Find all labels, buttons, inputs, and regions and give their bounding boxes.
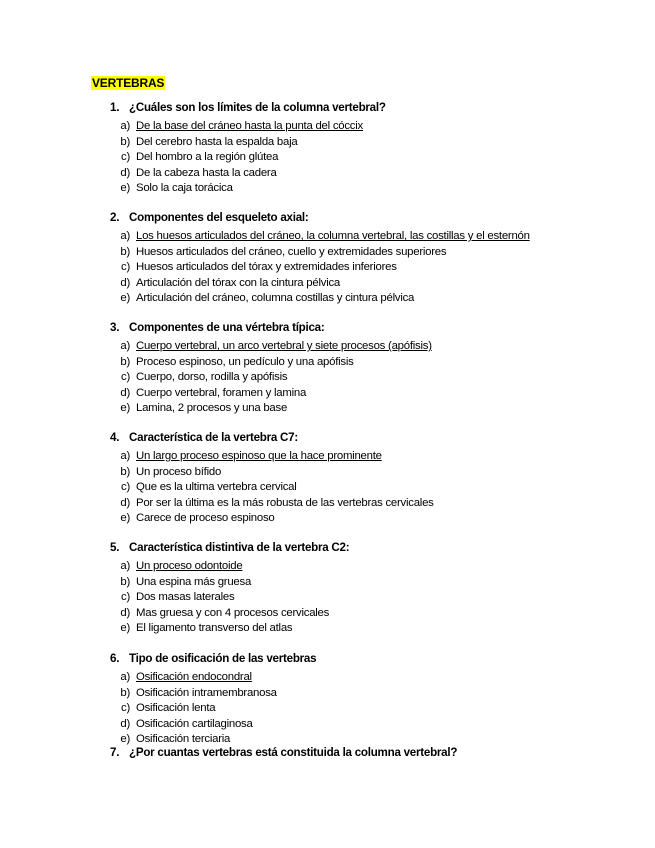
option-item [110, 245, 650, 261]
option-text: El ligamento transverso del atlas [136, 622, 293, 634]
question-number: 1. [110, 101, 120, 114]
option-list [110, 670, 650, 748]
option-text: Por ser la última es la más robusta de las vertebras cervicales [136, 496, 434, 509]
option-item [110, 480, 650, 496]
option-text: Que es la ultima vertebra cervical [136, 481, 297, 493]
question-5 [110, 541, 650, 637]
option-letter: b) [120, 135, 130, 148]
question-6 [110, 652, 650, 748]
option-letter: e) [120, 512, 130, 524]
option-letter: a) [120, 230, 130, 242]
option-item [110, 701, 650, 717]
option-text: Solo la caja torácica [136, 182, 233, 194]
option-item [110, 621, 650, 637]
option-text: Huesos articulados del tórax y extremidades inferiores [136, 261, 397, 273]
option-list [110, 229, 650, 307]
option-text-correct: De la base del cráneo hasta la punta del cóccix [136, 120, 363, 132]
option-text-correct: Un largo proceso espinoso que la hace prominente [136, 450, 382, 462]
option-text: Del hombro a la región glútea [136, 151, 279, 163]
question-4 [110, 431, 650, 527]
question-number: 2. [110, 211, 120, 224]
option-letter: d) [120, 276, 130, 289]
option-letter: a) [120, 120, 130, 132]
option-letter: e) [120, 292, 130, 304]
option-letter: e) [120, 622, 130, 634]
option-text-correct: Un proceso odontoide [136, 560, 243, 572]
option-letter: d) [120, 606, 130, 619]
option-item [110, 150, 650, 166]
option-item [110, 339, 650, 355]
option-item [110, 401, 650, 417]
option-letter: e) [120, 733, 130, 745]
option-item [110, 606, 650, 622]
option-letter: a) [120, 671, 130, 683]
question-heading [110, 652, 650, 666]
option-letter: a) [120, 560, 130, 572]
question-heading [110, 211, 650, 225]
option-item [110, 717, 650, 733]
option-item [110, 135, 650, 151]
option-text: Articulación del tórax con la cintura pélvica [136, 276, 341, 289]
question-number: 3. [110, 321, 120, 334]
option-text: Osificación cartilaginosa [136, 717, 253, 730]
option-letter: d) [120, 166, 130, 179]
question-text: Característica de la vertebra C7: [129, 431, 298, 444]
option-list [110, 119, 650, 197]
option-letter: c) [121, 371, 130, 383]
option-text: Cuerpo, dorso, rodilla y apófisis [136, 371, 288, 383]
option-item [110, 590, 650, 606]
option-text: Carece de proceso espinoso [136, 512, 275, 524]
question-text: Característica distintiva de la vertebra C2: [129, 541, 350, 554]
option-text-correct: Cuerpo vertebral, un arco vertebral y siete procesos (apófisis) [136, 340, 432, 352]
option-letter: a) [120, 340, 130, 352]
option-item [110, 181, 650, 197]
option-item [110, 465, 650, 481]
question-1 [110, 101, 650, 197]
option-letter: b) [120, 686, 130, 699]
option-letter: b) [120, 355, 130, 368]
option-item [110, 496, 650, 512]
question-number: 7. [110, 746, 120, 759]
option-letter: c) [121, 591, 130, 603]
option-item [110, 355, 650, 371]
option-letter: b) [120, 575, 130, 588]
option-letter: c) [121, 261, 130, 273]
option-text-correct: Los huesos articulados del cráneo, la columna vertebral, las costillas y el esternón [136, 230, 530, 242]
option-text: De la cabeza hasta la cadera [136, 166, 277, 179]
question-text: Componentes de una vértebra típica: [129, 321, 325, 334]
option-text-correct: Osificación endocondral [136, 671, 252, 683]
page-title: VERTEBRAS [92, 76, 165, 90]
question-text: Tipo de osificación de las vertebras [129, 652, 317, 665]
option-text: Lamina, 2 procesos y una base [136, 402, 288, 414]
option-list [110, 559, 650, 637]
option-text: Osificación lenta [136, 702, 216, 714]
option-letter: d) [120, 386, 130, 399]
question-heading [110, 321, 650, 335]
option-item [110, 119, 650, 135]
option-item [110, 559, 650, 575]
option-letter: c) [121, 481, 130, 493]
option-text: Un proceso bífido [136, 465, 222, 478]
option-letter: b) [120, 245, 130, 258]
question-heading [110, 101, 650, 115]
option-item [110, 166, 650, 182]
question-number: 4. [110, 431, 120, 444]
option-letter: d) [120, 496, 130, 509]
option-item [110, 575, 650, 591]
option-text: Huesos articulados del cráneo, cuello y extremidades superiores [136, 245, 447, 258]
option-text: Proceso espinoso, un pedículo y una apófisis [136, 355, 354, 368]
option-letter: e) [120, 402, 130, 414]
option-text: Articulación del cráneo, columna costillas y cintura pélvica [136, 292, 415, 304]
option-item [110, 260, 650, 276]
option-item [110, 511, 650, 527]
question-7 [110, 746, 650, 760]
option-item [110, 291, 650, 307]
question-text: Componentes del esqueleto axial: [129, 211, 309, 224]
option-text: Una espina más gruesa [136, 575, 252, 588]
option-item [110, 386, 650, 402]
option-letter: e) [120, 182, 130, 194]
option-letter: d) [120, 717, 130, 730]
question-number: 6. [110, 652, 120, 665]
option-text: Osificación intramembranosa [136, 686, 277, 699]
option-item [110, 686, 650, 702]
option-item [110, 670, 650, 686]
option-item [110, 449, 650, 465]
option-letter: c) [121, 702, 130, 714]
option-letter: c) [121, 151, 130, 163]
option-letter: b) [120, 465, 130, 478]
question-2 [110, 211, 650, 307]
option-item [110, 276, 650, 292]
option-list [110, 449, 650, 527]
option-text: Cuerpo vertebral, foramen y lamina [136, 386, 307, 399]
question-number: 5. [110, 541, 120, 554]
question-heading [110, 746, 650, 760]
option-item [110, 370, 650, 386]
option-text: Dos masas laterales [136, 591, 235, 603]
option-text: Mas gruesa y con 4 procesos cervicales [136, 606, 330, 619]
option-text: Del cerebro hasta la espalda baja [136, 135, 298, 148]
option-item [110, 229, 650, 245]
question-text: ¿Por cuantas vertebras está constituida la columna vertebral? [129, 746, 458, 759]
question-text: ¿Cuáles son los límites de la columna vertebral? [129, 101, 386, 114]
option-list [110, 339, 650, 417]
option-letter: a) [120, 450, 130, 462]
question-heading [110, 431, 650, 445]
option-text: Osificación terciaria [136, 733, 231, 745]
question-heading [110, 541, 650, 555]
question-3 [110, 321, 650, 417]
